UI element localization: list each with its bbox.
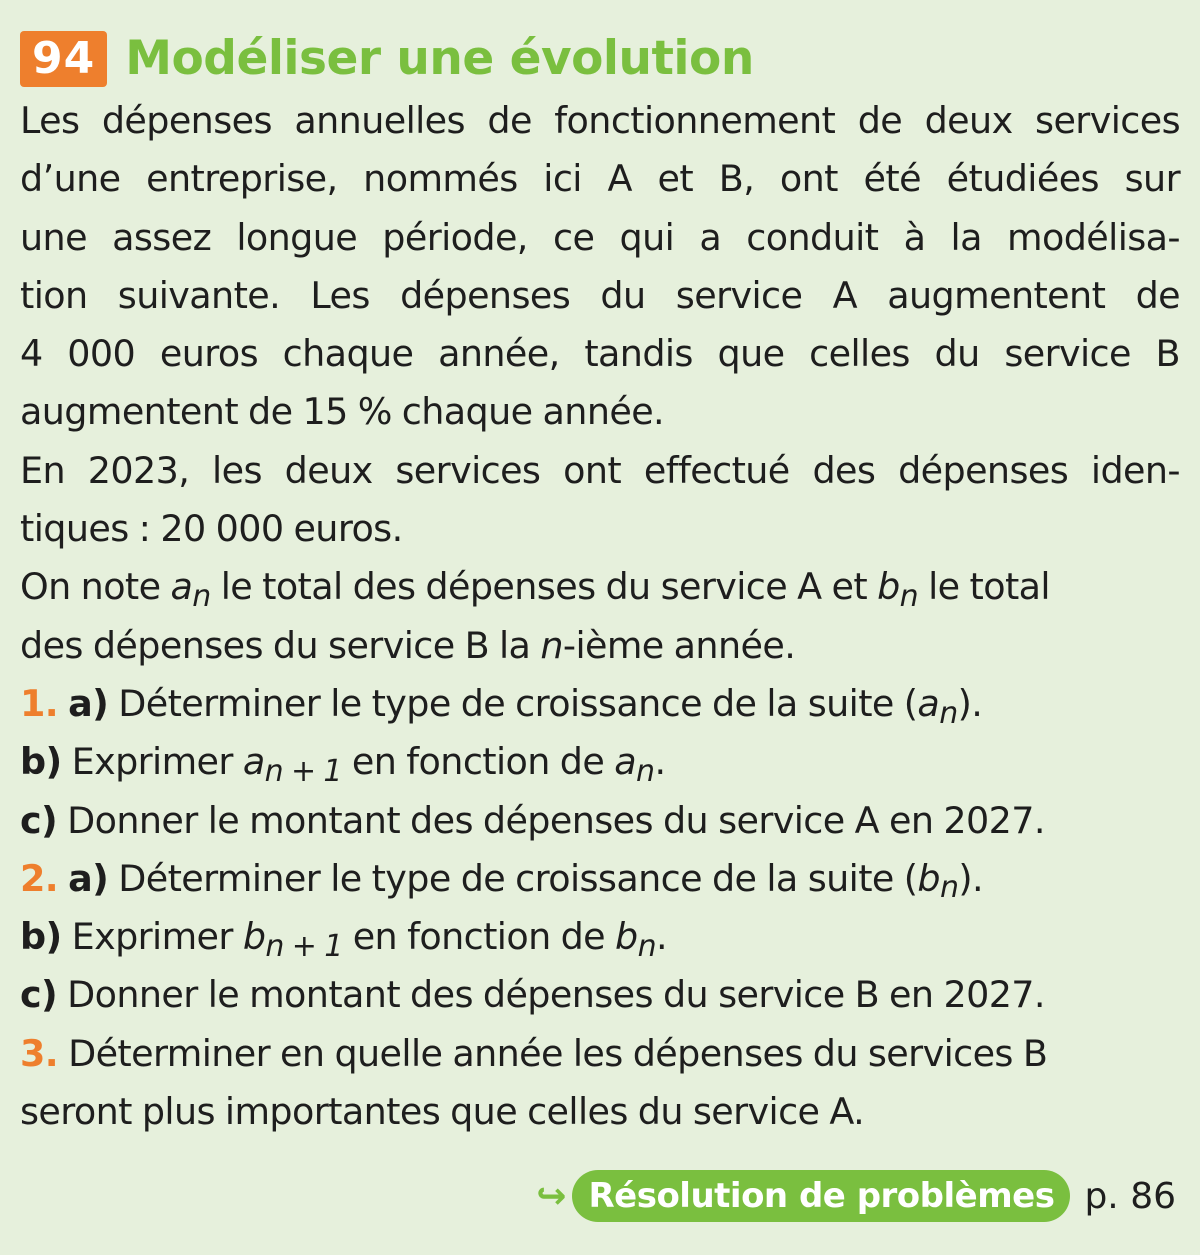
notation-line-1	[20, 558, 1180, 616]
intro-line: tiques : 20 000 euros.	[20, 507, 403, 551]
var-a: a	[242, 740, 265, 784]
question-text: .	[656, 915, 668, 959]
question-3-line-2: seront plus importantes que celles du service A.	[20, 1090, 865, 1134]
sub-question-label: a)	[68, 856, 109, 900]
intro-line: 4 000 euros chaque année, tandis que celles du service B	[20, 332, 1180, 376]
arrow-right-hook-icon: ↪	[536, 1175, 567, 1217]
exercise-number-badge: 94	[20, 31, 107, 87]
subscript: n	[899, 578, 919, 614]
question-2	[20, 850, 1180, 1025]
page-reference: p. 86	[1084, 1175, 1176, 1217]
problem-solving-link[interactable]: Résolution de problèmes	[572, 1170, 1070, 1222]
var-a: a	[917, 681, 940, 725]
question-text: Déterminer le type de croissance de la suite (	[108, 856, 918, 900]
var-b: b	[242, 915, 266, 959]
question-text: ).	[957, 681, 983, 725]
question-text: en fonction de	[342, 915, 616, 959]
subscript: n + 1	[264, 753, 342, 789]
var-a: a	[170, 565, 193, 609]
question-number: 1.	[20, 681, 59, 725]
notation-text: des dépenses du service B la	[20, 623, 541, 667]
question-1b	[20, 733, 1180, 791]
var-b: b	[877, 565, 900, 609]
intro-line: une assez longue période, ce qui a conduit à la modélisa-	[20, 215, 1180, 259]
question-2c	[20, 966, 1180, 1024]
sub-question-label: b)	[20, 915, 62, 959]
subscript: n	[939, 695, 958, 731]
exercise-header	[20, 26, 1180, 92]
notation-text: le total des dépenses du service A et	[210, 565, 878, 609]
var-n: n	[540, 623, 563, 667]
sub-question-label: c)	[20, 973, 58, 1017]
question-text: Exprimer	[61, 740, 243, 784]
var-b: b	[615, 915, 638, 959]
question-2a	[20, 850, 1180, 908]
question-text: Donner le montant des dépenses du service B en 2027.	[57, 973, 1045, 1017]
sub-question-label: a)	[68, 681, 109, 725]
notation-text: On note	[20, 565, 171, 609]
question-number: 3.	[20, 1031, 59, 1075]
intro-line: d’une entreprise, nommés ici A et B, ont été étudiées sur	[20, 157, 1180, 201]
question-1	[20, 675, 1180, 850]
subscript: n	[637, 928, 657, 964]
var-a: a	[614, 740, 637, 784]
question-text: Déterminer en quelle année les dépenses du services B	[58, 1031, 1048, 1075]
intro-paragraph	[20, 92, 1180, 558]
notation-text: le total	[918, 565, 1050, 609]
question-1c	[20, 792, 1180, 850]
sub-question-label: c)	[20, 798, 58, 842]
intro-line: augmentent de 15 % chaque année.	[20, 390, 665, 434]
exercise-body	[20, 92, 1180, 1141]
notation-paragraph	[20, 558, 1180, 675]
notation-line-2	[20, 617, 1180, 675]
question-3-line-1	[20, 1025, 1180, 1083]
notation-text: -ième année.	[562, 623, 796, 667]
question-1a	[20, 675, 1180, 733]
question-number: 2.	[20, 856, 59, 900]
subscript: n + 1	[265, 928, 343, 964]
subscript: n	[636, 753, 655, 789]
intro-line: Les dépenses annuelles de fonctionnement de deux services	[20, 99, 1180, 142]
intro-line: En 2023, les deux services ont effectué des dépenses iden-	[20, 448, 1180, 492]
question-text: .	[654, 740, 666, 784]
question-text: en fonction de	[341, 740, 615, 784]
var-b: b	[917, 856, 940, 900]
question-2b	[20, 908, 1180, 966]
question-text: Donner le montant des dépenses du service A en 2027.	[57, 798, 1045, 842]
question-text: Exprimer	[61, 915, 243, 959]
subscript: n	[939, 870, 959, 906]
question-3	[20, 1025, 1180, 1142]
sub-question-label: b)	[20, 740, 62, 784]
question-text: Déterminer le type de croissance de la suite (	[108, 681, 918, 725]
exercise-title: Modéliser une évolution	[125, 31, 754, 86]
intro-line: tion suivante. Les dépenses du service A augmentent de	[20, 273, 1180, 317]
footer-reference	[536, 1170, 1176, 1222]
subscript: n	[192, 578, 211, 614]
question-text: ).	[958, 856, 984, 900]
